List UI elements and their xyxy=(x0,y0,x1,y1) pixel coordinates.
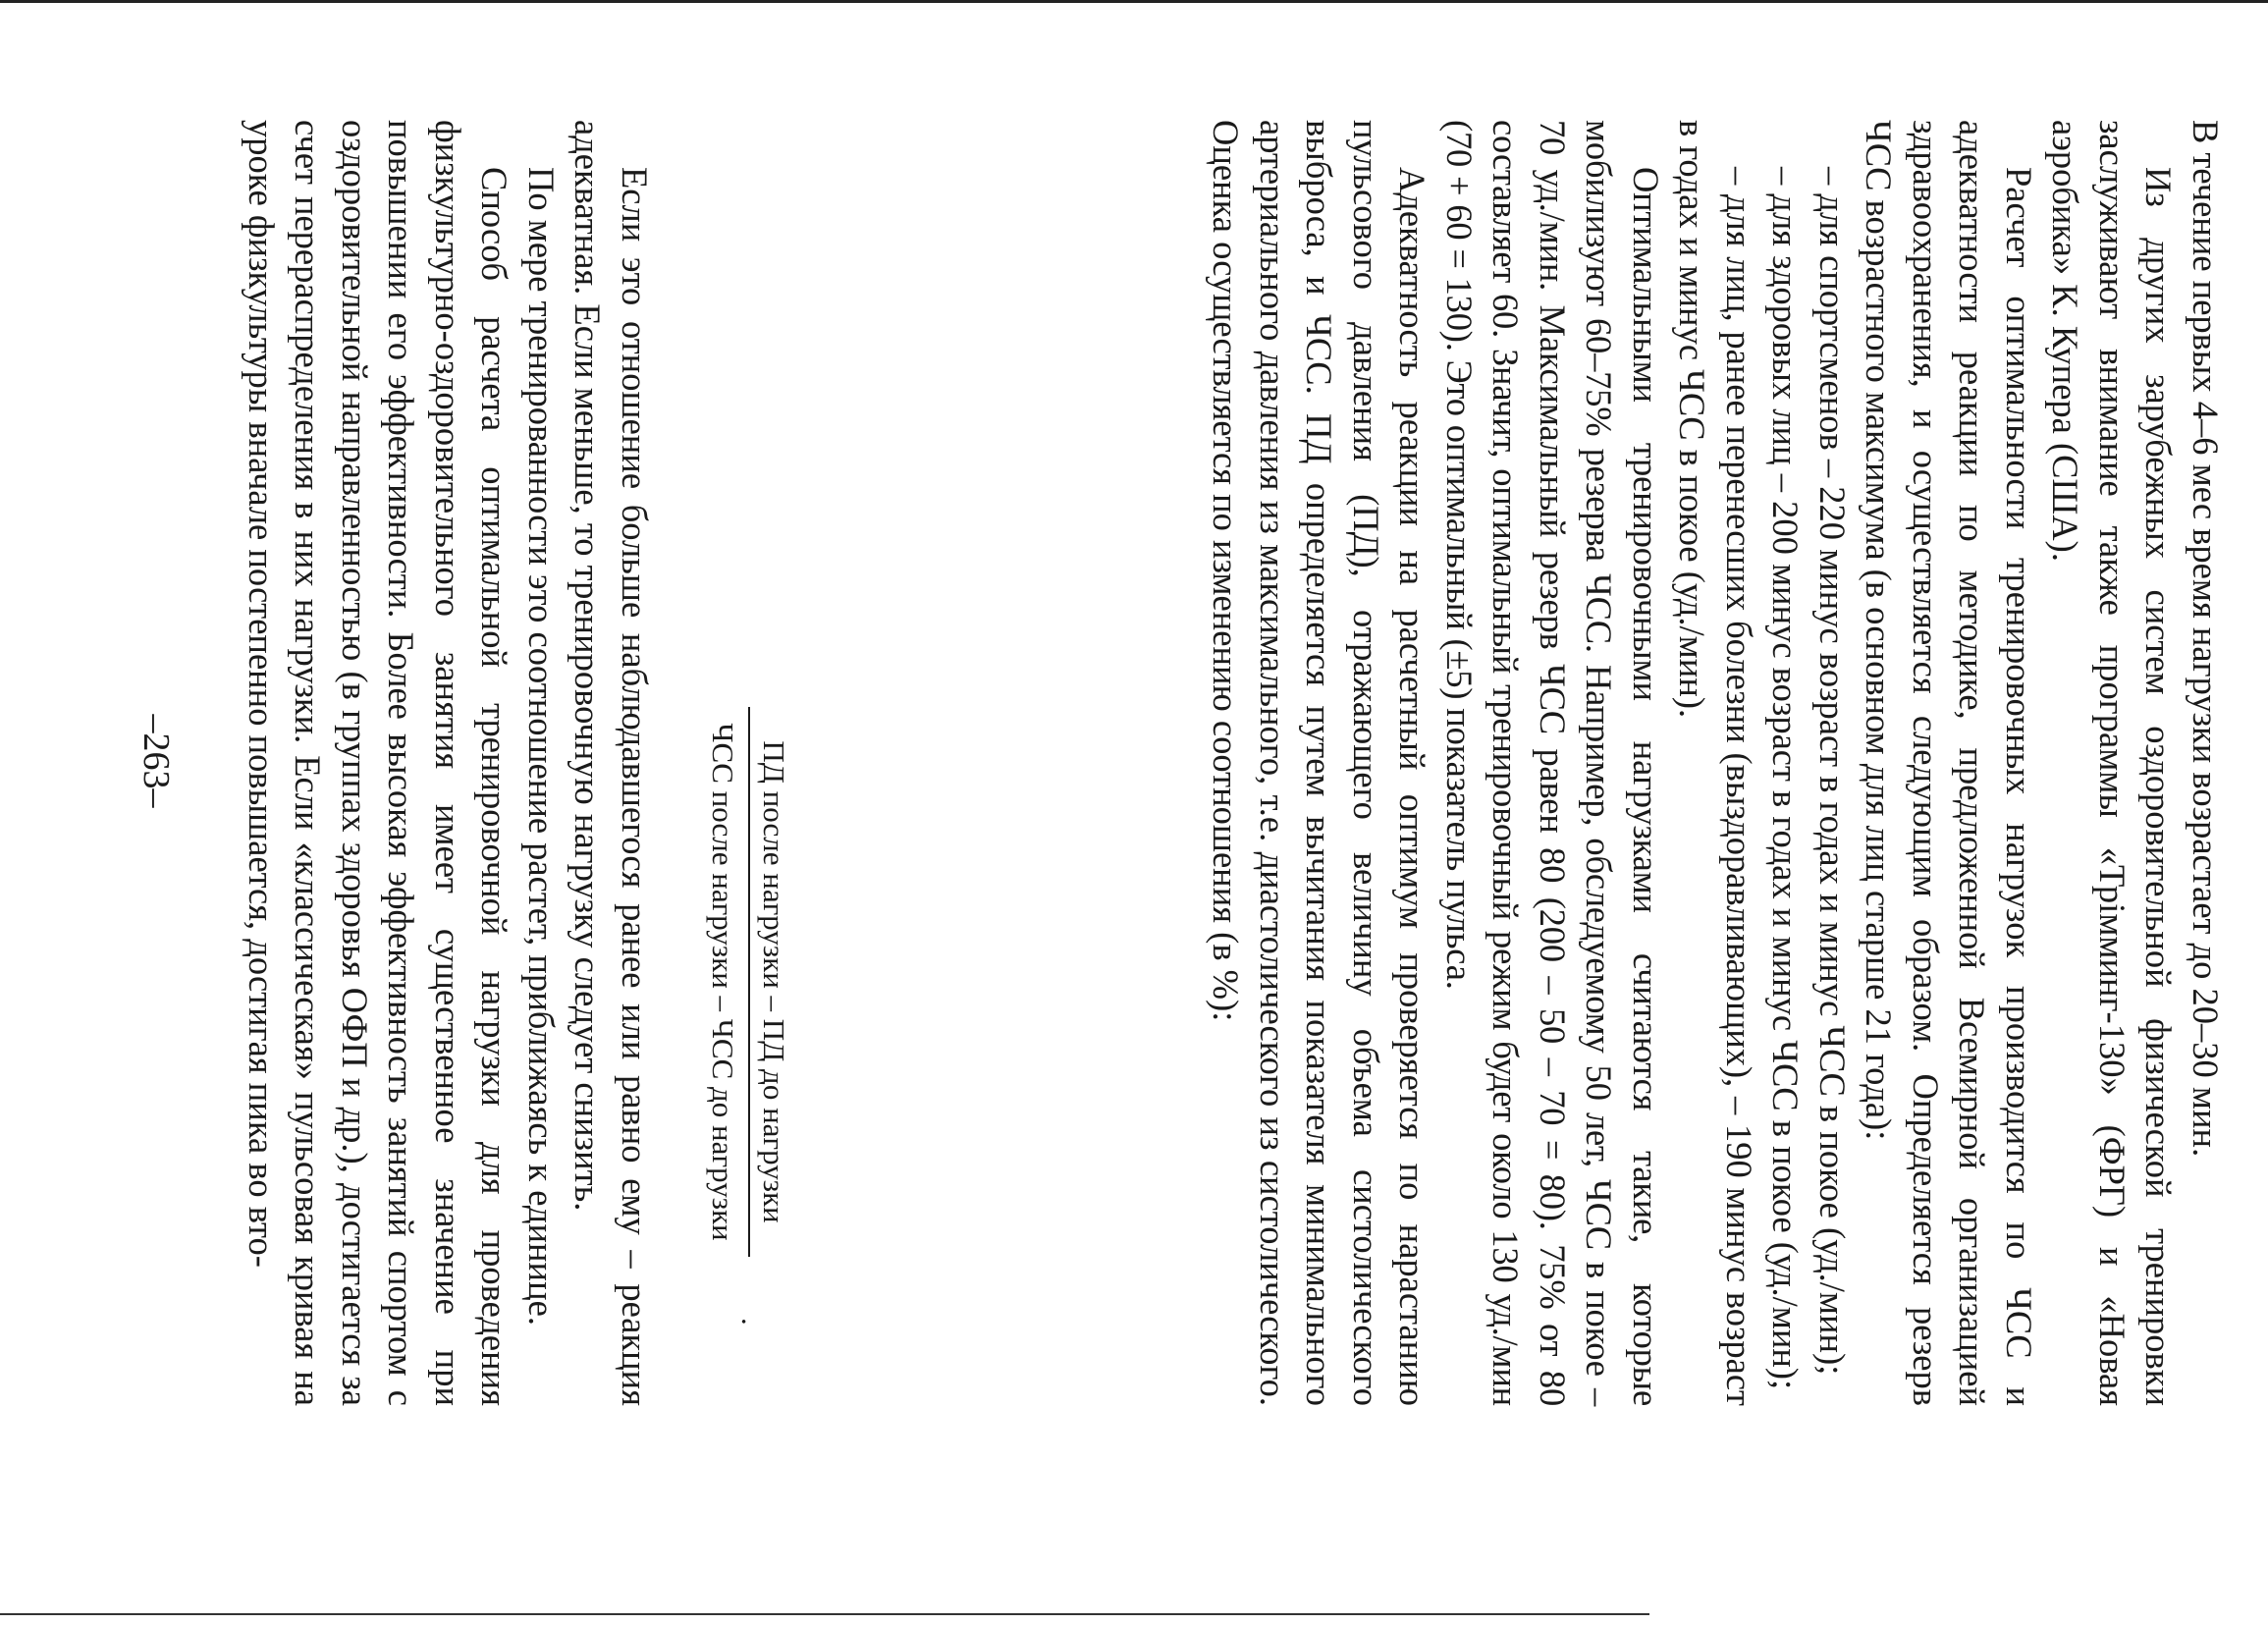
list-item: – для лиц, ранее перенесших болезни (выздоравливающих), – 190 минус возраст в годах и минус ЧСС в покое (уд./мин). xyxy=(1672,120,1759,1406)
lower-text-block xyxy=(239,120,659,1406)
paragraph: Если это отношение больше наблюдавшегося ранее или равно ему – реакция адекватная. Если меньше, то тренировочную нагрузку следует снизить. xyxy=(567,120,655,1406)
paragraph: Оптимальными тренировочными нагрузками считаются такие, которые мобилизуют 60–75% резерва ЧСС. Например, обследуемому 50 лет, ЧСС в покое – 70 уд./мин. Максимальный резерв ЧСС равен 80 (200 – 50 – 70 = 80). 75% от 80 составляет 60. Значит, оптимальный тренировочный режим будет около 130 уд./мин (70 + 60 = 130). Это оптимальный (±5) показатель пульса. xyxy=(1439,120,1666,1406)
formula xyxy=(687,648,795,1394)
scan-top-edge xyxy=(0,0,2268,3)
scan-bottom-edge xyxy=(0,1613,1649,1615)
book-page xyxy=(79,10,2239,1512)
list-item: – для здоровых лиц – 200 минус возраст в годах и минус ЧСС в покое (уд./мин); xyxy=(1765,167,1807,1390)
list-item: – для спортсменов – 220 минус возраст в годах и минус ЧСС в покое (уд./мин); xyxy=(1812,167,1853,1376)
paragraph: Способ расчета оптимальной тренировочной нагрузки для проведения физкультурно-оздоровительного занятия имеет существенное значение при повышении его эффективности. Более высокая эффективность занятий спортом с оздоровительной направленностью (в группах здоровья ОФП и др.), достигается за счет перераспределения в них нагрузки. Если «классическая» пульсовая кривая на уроке физкультуры вначале постепенно повышается, достигая пика во вто- xyxy=(242,120,515,1406)
paragraph: Адекватность реакции на расчетный оптимум проверяется по нарастанию пульсового давления (ПД), отражающего величину объема систолического выброса, и ЧСС. ПД определяется путем вычитания показателя минимального артериального давления из максимального, т.е. диастолического из систолического. Оценка осуществляется по изменению соотношения (в %): xyxy=(1206,120,1433,1406)
paragraph: По мере тренированности это соотношение растет, приближаясь к единице. xyxy=(521,167,562,1326)
paragraph: В течение первых 4–6 мес время нагрузки возрастает до 20–30 мин. xyxy=(2186,120,2226,1158)
formula-denominator: ЧСС после нагрузки – ЧСС до нагрузки xyxy=(706,723,740,1241)
paragraph: Из других зарубежных систем оздоровительной физической тренировки заслуживают внимание также программы «Трімминг-130» (ФРГ) и «Новая аэробика» К. Купера (США). xyxy=(2045,120,2180,1406)
formula-period: . xyxy=(735,1318,770,1326)
fraction-bar xyxy=(748,707,750,1257)
upper-text-block xyxy=(1203,120,2229,1406)
paragraph: Расчет оптимальности тренировочных нагрузок производится по ЧСС и адекватности реакции по методике, предложенной Всемирной организацией здравоохранения, и осуществляется следующим образом. Определяется резерв ЧСС возрастного максимума (в основном для лиц старше 21 года): xyxy=(1859,120,2039,1406)
formula-numerator: ПД после нагрузки – ПД до нагрузки xyxy=(757,740,791,1223)
page-number: –263– xyxy=(135,714,177,808)
